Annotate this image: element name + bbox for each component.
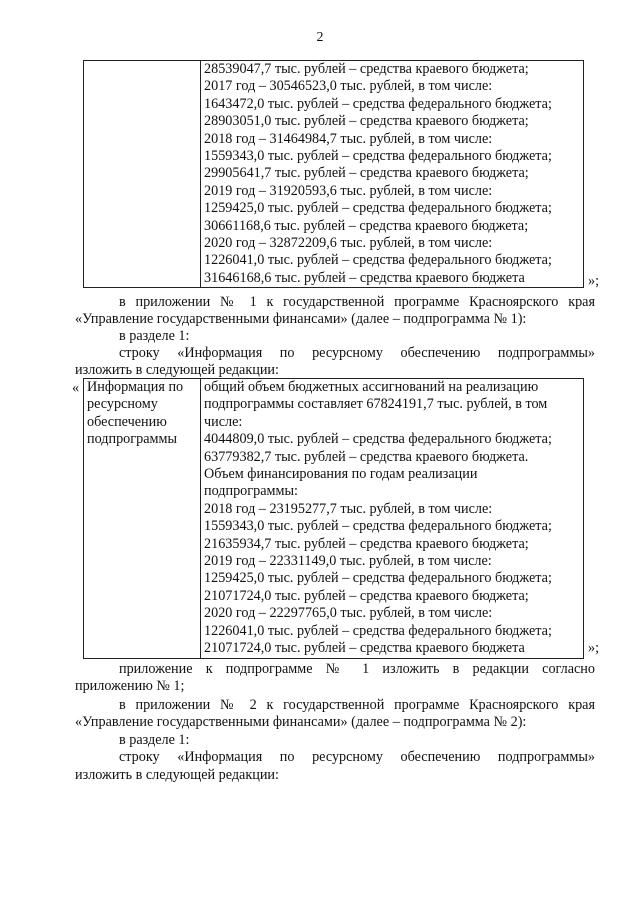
opening-quote-mark: « <box>72 380 80 396</box>
paragraph-annex2-line1: в приложении № 2 к государственной программе Красноярского края <box>119 697 595 713</box>
page-number: 2 <box>316 30 324 45</box>
row-intro-line1: строку «Информация по ресурсному обеспечению подпрограммы» <box>119 749 595 765</box>
paragraph-annex1-line1: в приложении № 1 к государственной программе Красноярского края <box>119 294 595 310</box>
funding-line: 28539047,7 тыс. рублей – средства краевого бюджета; <box>204 61 529 77</box>
funding-line: 21071724,0 тыс. рублей – средства краевого бюджета; <box>204 587 529 604</box>
funding-line: 28903051,0 тыс. рублей – средства краевого бюджета; <box>204 113 529 130</box>
section-heading: в разделе 1: <box>119 732 190 748</box>
funding-line: 2019 год – 22331149,0 тыс. рублей, в том числе: <box>204 553 492 570</box>
funding-line: подпрограммы: <box>204 483 298 500</box>
funding-line: 21071724,0 тыс. рублей – средства краевого бюджета <box>204 640 525 657</box>
funding-line: 63779382,7 тыс. рублей – средства краевого бюджета. <box>204 448 529 465</box>
funding-line: 29905641,7 тыс. рублей – средства краевого бюджета; <box>204 165 529 182</box>
resource-table-subprogram1 <box>83 378 584 659</box>
funding-line: 2018 год – 23195277,7 тыс. рублей, в том числе: <box>204 500 493 517</box>
funding-line: числе: <box>204 413 243 430</box>
funding-line: 1559343,0 тыс. рублей – средства федерального бюджета; <box>204 148 552 165</box>
label-line: подпрограммы <box>87 431 177 448</box>
paragraph-annex1-line2: «Управление государственными финансами» (далее – подпрограмма № 1): <box>75 311 527 327</box>
funding-line: Объем финансирования по годам реализации <box>204 466 478 483</box>
funding-line: 2017 год – 30546523,0 тыс. рублей, в том числе: <box>204 78 493 95</box>
funding-line: 31646168,6 тыс. рублей – средства краевого бюджета <box>204 269 525 286</box>
funding-line: 1259425,0 тыс. рублей – средства федерального бюджета; <box>204 570 552 587</box>
funding-line: 1559343,0 тыс. рублей – средства федерального бюджета; <box>204 518 552 535</box>
funding-details-cell <box>201 379 584 659</box>
funding-line: 2019 год – 31920593,6 тыс. рублей, в том числе: <box>204 182 493 199</box>
paragraph-annex2-line2: «Управление государственными финансами» (далее – подпрограмма № 2): <box>75 714 527 730</box>
funding-line: 21635934,7 тыс. рублей – средства краевого бюджета; <box>204 535 529 552</box>
funding-line: 1226041,0 тыс. рублей – средства федерального бюджета; <box>204 252 552 269</box>
row-intro-line2: изложить в следующей редакции: <box>75 362 279 378</box>
closing-quote-mark: »; <box>588 640 600 656</box>
funding-line: подпрограммы составляет 67824191,7 тыс. рублей, в том <box>204 396 548 413</box>
funding-details-cell <box>201 61 584 288</box>
paragraph-appendix-line1: приложение к подпрограмме № 1 изложить в редакции согласно <box>119 661 595 677</box>
funding-line: 1226041,0 тыс. рублей – средства федерального бюджета; <box>204 622 552 639</box>
funding-line: 30661168,6 тыс. рублей – средства краевого бюджета; <box>204 217 529 234</box>
label-cell-empty <box>84 61 201 288</box>
funding-line: 1643472,0 тыс. рублей – средства федерального бюджета; <box>204 95 552 112</box>
funding-line: 1259425,0 тыс. рублей – средства федерального бюджета; <box>204 200 552 217</box>
closing-quote-mark: »; <box>588 273 600 289</box>
row-intro-line1: строку «Информация по ресурсному обеспечению подпрограммы» <box>119 345 595 361</box>
funding-line: общий объем бюджетных ассигнований на реализацию <box>204 379 539 395</box>
label-line: Информация по <box>87 379 184 395</box>
funding-line: 2018 год – 31464984,7 тыс. рублей, в том числе: <box>204 130 493 147</box>
section-heading: в разделе 1: <box>119 328 190 344</box>
label-line: обеспечению <box>87 413 167 430</box>
funding-line: 4044809,0 тыс. рублей – средства федерального бюджета; <box>204 431 552 448</box>
label-line: ресурсному <box>87 396 158 413</box>
funding-line: 2020 год – 32872209,6 тыс. рублей, в том числе: <box>204 235 493 252</box>
paragraph-appendix-line2: приложению № 1; <box>75 678 185 694</box>
label-cell <box>84 379 201 659</box>
funding-line: 2020 год – 22297765,0 тыс. рублей, в том числе: <box>204 605 493 622</box>
row-intro-line2: изложить в следующей редакции: <box>75 767 279 783</box>
resource-table-continuation <box>83 60 584 288</box>
